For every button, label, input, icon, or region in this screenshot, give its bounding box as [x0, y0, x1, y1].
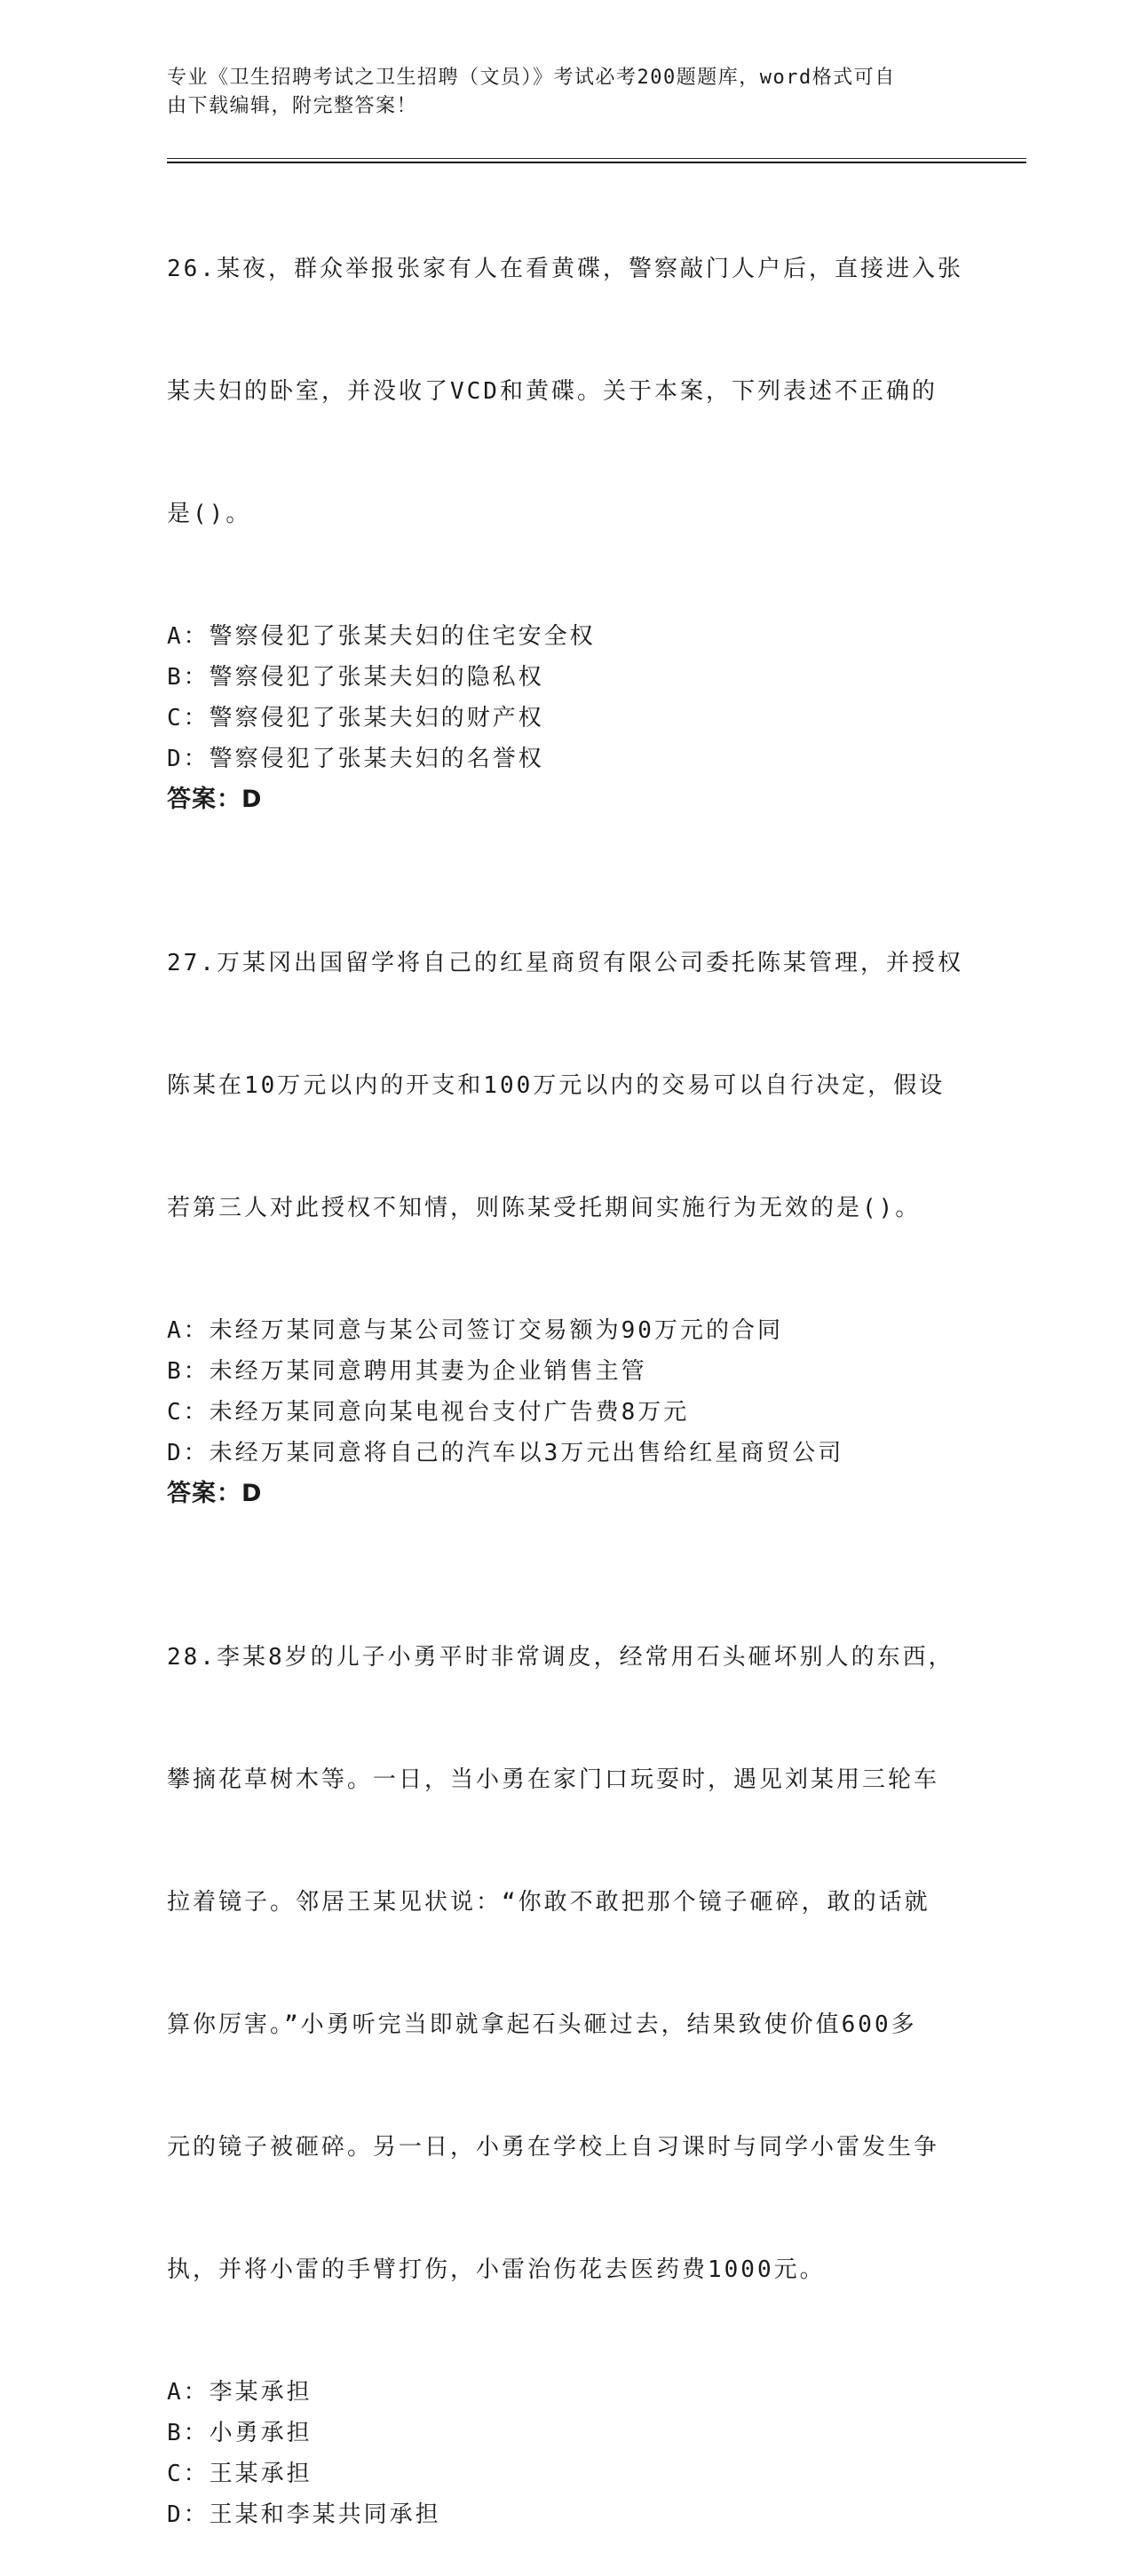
option-c: C：警察侵犯了张某夫妇的财产权	[167, 705, 544, 731]
question-28	[167, 1555, 966, 2535]
question-26	[167, 167, 966, 820]
option-b: B：警察侵犯了张某夫妇的隐私权	[167, 664, 544, 691]
header-line-1: 专业《卫生招聘考试之卫生招聘（文员）》考试必考200题题库，word格式可自	[167, 67, 896, 89]
stem-line: 28.李某8岁的儿子小勇平时非常调皮，经常用石头砸坏别人的东西，	[167, 1644, 954, 1671]
stem-line: 若第三人对此授权不知情，则陈某受托期间实施行为无效的是()。	[167, 1195, 922, 1221]
stem-line: 攀摘花草树木等。一日，当小勇在家门口玩耍时，遇见刘某用三轮车	[167, 1766, 940, 1793]
question-stem	[167, 861, 966, 1310]
question-27	[167, 861, 966, 1514]
answer: 答案：D	[167, 786, 263, 813]
question-list	[167, 167, 966, 2576]
question-stem	[167, 167, 966, 616]
option-a: A：李某承担	[167, 2379, 313, 2406]
stem-line: 27.万某冈出国留学将自己的红星商贸有限公司委托陈某管理，并授权	[167, 950, 963, 976]
question-stem	[167, 1555, 966, 2372]
answer: 答案：D	[167, 1480, 263, 1507]
option-d: D：王某和李某共同承担	[167, 2501, 441, 2528]
stem-line: 是()。	[167, 501, 252, 527]
stem-line: 26.某夜，群众举报张家有人在看黄碟，警察敲门人户后，直接进入张	[167, 256, 963, 282]
stem-line: 算你厉害。”小勇听完当即就拿起石头砸过去，结果致使价值600多	[167, 2011, 917, 2038]
option-b: B：小勇承担	[167, 2420, 313, 2446]
page-header	[167, 64, 957, 121]
stem-line: 陈某在10万元以内的开支和100万元以内的交易可以自行决定，假设	[167, 1072, 946, 1099]
stem-line: 元的镜子被砸碎。另一日，小勇在学校上自习课时与同学小雷发生争	[167, 2134, 940, 2161]
option-c: C：未经万某同意向某电视台支付广告费8万元	[167, 1399, 690, 1426]
header-rule-thin	[167, 158, 1026, 159]
stem-line: 拉着镜子。邻居王某见状说：“你敢不敢把那个镜子砸碎，敢的话就	[167, 1889, 930, 1916]
option-a: A：未经万某同意与某公司签订交易额为90万元的合同	[167, 1317, 783, 1344]
option-d: D：未经万某同意将自己的汽车以3万元出售给红星商贸公司	[167, 1440, 844, 1466]
stem-line: 某夫妇的卧室，并没收了VCD和黄碟。关于本案，下列表述不正确的	[167, 378, 938, 405]
option-d: D：警察侵犯了张某夫妇的名誉权	[167, 746, 544, 772]
option-b: B：未经万某同意聘用其妻为企业销售主管	[167, 1358, 647, 1385]
option-c: C：王某承担	[167, 2461, 313, 2487]
stem-line: 执，并将小雷的手臂打伤，小雷治伤花去医药费1000元。	[167, 2256, 826, 2283]
header-line-2: 由下载编辑，附完整答案！	[167, 95, 418, 117]
option-a: A：警察侵犯了张某夫妇的住宅安全权	[167, 623, 596, 650]
header-rule-thick	[167, 162, 1026, 163]
